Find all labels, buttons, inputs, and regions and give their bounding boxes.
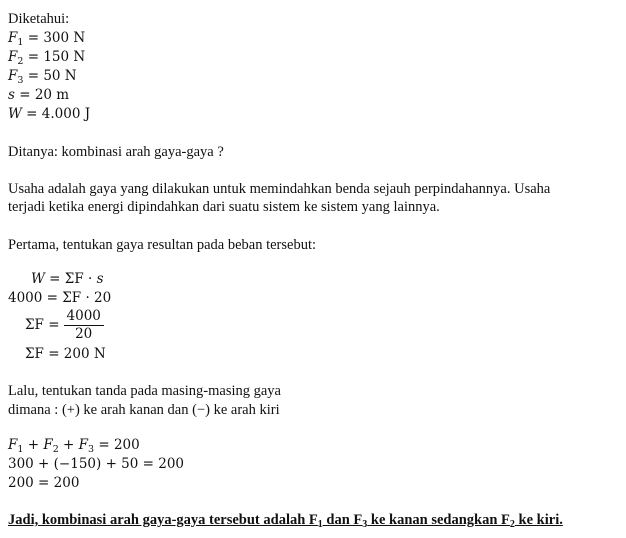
given-w-symbol: W <box>8 106 22 122</box>
sum-f2-subscript: 2 <box>52 444 59 455</box>
equation-work <box>31 270 104 288</box>
given-f1-symbol: F <box>8 30 18 46</box>
ditanya-line: Ditanya: kombinasi arah gaya-gaya ? <box>8 144 224 160</box>
fraction-numerator: 4000 <box>64 308 104 326</box>
given-s <box>8 86 69 104</box>
equation-substitute: 4000 = ΣF · 20 <box>8 290 112 306</box>
conclusion-sub-1: 1 <box>317 519 323 530</box>
fraction-denominator: 20 <box>75 326 93 342</box>
step-one-text: Pertama, tentukan gaya resultan pada beban tersebut: <box>8 237 317 253</box>
given-s-symbol: s <box>8 87 15 103</box>
sign-rule-line-1: Lalu, tentukan tanda pada masing-masing gaya <box>8 383 281 399</box>
sum-plus-2: + <box>58 437 79 453</box>
conclusion-part-1: Jadi, kombinasi arah gaya-gaya tersebut adalah F <box>8 512 318 528</box>
conclusion <box>8 511 563 534</box>
equation-result: ΣF = 200 N <box>25 346 106 362</box>
conclusion-part-2: dan F <box>322 512 363 528</box>
conclusion-part-3: ke kanan sedangkan F <box>367 512 510 528</box>
given-f1-subscript: 1 <box>17 37 24 48</box>
fraction <box>64 308 104 343</box>
sum-plus-1: + <box>23 437 44 453</box>
given-f2-value: = 150 N <box>23 49 86 65</box>
sum-f1-subscript: 1 <box>17 444 24 455</box>
given-w-value: = 4.000 J <box>21 106 91 122</box>
given-f3-subscript: 3 <box>17 75 24 86</box>
diketahui-heading: Diketahui: <box>8 11 70 27</box>
definition-line-2: terjadi ketika energi dipindahkan dari suatu sistem ke sistem yang lainnya. <box>8 199 440 215</box>
sum-equals: = 200 <box>94 437 140 453</box>
given-f2-symbol: F <box>8 49 18 65</box>
given-s-value: = 20 m <box>14 87 70 103</box>
equation-work-w: W <box>31 271 45 287</box>
conclusion-part-4: ke kiri. <box>514 512 563 528</box>
sum-f3-subscript: 3 <box>88 444 95 455</box>
conclusion-sub-3: 3 <box>362 519 368 530</box>
given-f3-value: = 50 N <box>23 68 77 84</box>
equation-work-sum: = ΣF · <box>44 271 97 287</box>
definition-line-1: Usaha adalah gaya yang dilakukan untuk memindahkan benda sejauh perpindahannya. Usaha <box>8 181 551 197</box>
conclusion-sub-2: 2 <box>509 519 515 530</box>
equation-fraction <box>25 308 104 343</box>
given-f2-subscript: 2 <box>17 56 24 67</box>
equation-work-s: s <box>96 271 104 287</box>
given-f3-symbol: F <box>8 68 18 84</box>
sign-rule-line-2: dimana : (+) ke arah kanan dan (−) ke arah kiri <box>8 402 280 418</box>
sum-verified: 200 = 200 <box>8 475 80 491</box>
given-f1-value: = 300 N <box>23 30 86 46</box>
equation-fraction-lhs: ΣF = <box>25 317 60 333</box>
given-w <box>8 105 90 123</box>
sum-forces-equation: $F_1 + F_2 + F_3 = 200$ <box>8 437 140 455</box>
sum-substituted: 300 + (−150) + 50 = 200 <box>8 456 185 472</box>
